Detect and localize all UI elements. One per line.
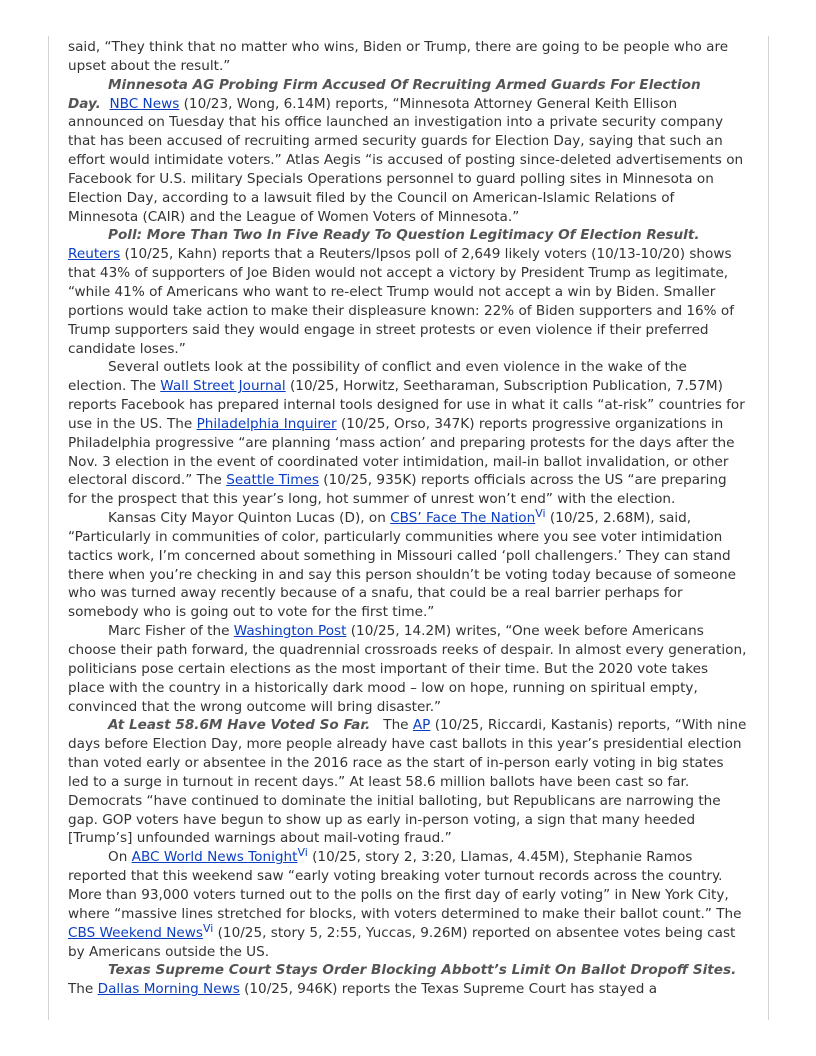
page-left-border (48, 36, 49, 1020)
source-link[interactable]: ABC World News Tonight (131, 849, 298, 866)
body-text: On (108, 849, 132, 866)
body-text: The (68, 962, 745, 998)
body-text: (10/25, Riccardi, Kastanis) reports, “With nine days before Election Day, more people already have cast ballots in this year’s presidential election than voted early or absentee in the 2016 race as the start of in-person early voting in big states led to a surge in turnout in recent days.” At least 58.6 million ballots have been cast so far. Democrats “have continued to dominate the initial balloting, but Republicans are narrowing the gap. GOP voters have begun to show up as early in-person voting, a sign that many heeded [Trump’s] unfounded warnings about mail-voting fraud.” (68, 717, 747, 847)
body-text: (10/25, 935K) reports officials across the US “are preparing for the prospect that this year’s long, hot summer of unrest won’t end” with the election. (68, 472, 727, 508)
source-link[interactable]: AP (412, 717, 431, 734)
body-text: (10/25, 946K) reports the Texas Supreme Court has stayed a (239, 981, 658, 998)
page-right-border (768, 36, 769, 1020)
body-text: Kansas City Mayor Quinton Lucas (D), on (108, 510, 391, 527)
source-link[interactable]: CBS’ Face The Nation (390, 510, 536, 527)
source-link[interactable]: Seattle Times (226, 472, 319, 489)
body-text: (10/25, 2.68M), said, “Particularly in communities of color, particularly communities where you see voter intimidation tactics work, I’m concerned about something in Missouri called ‘poll challengers.’ They can stand there when you’re checking in and say this person shouldn’t be voting today because of someone who was turned away recently because of a snafu, that could be a real barrier perhaps for somebody who is going out to vote for the first time.” (68, 510, 737, 621)
body-text: (10/25, Orso, 347K) reports progressive organizations in Philadelphia progressive “are planning ‘mass action’ and preparing protests for the days after the Nov. 3 election in the event of coordinated voter intimidation, mail-in ballot invalidation, or other electoral discord.” The (68, 415, 735, 489)
source-link[interactable]: Wall Street Journal (160, 378, 286, 395)
body-text: Marc Fisher of the (108, 623, 234, 640)
article-headline: At Least 58.6M Have Voted So Far. (108, 717, 371, 734)
article-headline: Minnesota AG Probing Firm Accused Of Recruiting Armed Guards For Election Day. (68, 76, 701, 112)
paragraph-continuation (68, 38, 748, 76)
article-marc-fisher (68, 622, 748, 716)
source-link[interactable]: Washington Post (233, 623, 347, 640)
body-text: (10/25, story 5, 2:55, Yuccas, 9.26M) reported on absentee votes being cast by Americans outside the US. (68, 924, 736, 960)
body-text: Several outlets look at the possibility of conflict and even violence in the wake of the election. The (68, 359, 687, 395)
article-texas-supreme-court (68, 961, 748, 999)
article-headline: Poll: More Than Two In Five Ready To Question Legitimacy Of Election Result. (108, 227, 700, 244)
article-minnesota-ag (68, 76, 748, 227)
article-poll-legitimacy (68, 226, 748, 358)
body-text: said, “They think that no matter who wins, Biden or Trump, there are going to be people who are upset about the result.” (68, 39, 729, 74)
video-icon[interactable]: Vi (202, 921, 214, 935)
article-conflict-outlets (68, 358, 748, 509)
source-link[interactable]: Philadelphia Inquirer (196, 415, 337, 432)
video-icon[interactable]: Vi (535, 507, 546, 521)
body-text: (10/25, 14.2M) writes, “One week before Americans choose their path forward, the quadrennial crossroads reeks of despair. In almost every generation, politicians pose certain elections as the most important of their time. But the 2020 vote takes place with the country in a historically dark mood – low on hope, running on spiritual empty, convinced that the wrong outcome will bring disaster.” (68, 623, 747, 715)
source-link[interactable]: NBC News (109, 95, 180, 112)
body-text: (10/23, Wong, 6.14M) reports, “Minnesota Attorney General Keith Ellison announced on Tuesday that his office launched an investigation into a private security company that has been accused of recruiting armed security guards for Election Day, saying that such an effort would intimidate voters.” Atlas Aegis “is accused of posting since-deleted advertisements on Facebook for U.S. military Specials Operations personnel to guard polling sites in Minnesota on Election Day, according to a lawsuit filed by the Council on American-Islamic Relations of Minnesota (CAIR) and the League of Women Voters of Minnesota.” (68, 95, 744, 225)
article-kansas-city-mayor (68, 509, 748, 622)
video-icon[interactable]: Vi (297, 846, 308, 860)
article-headline: Texas Supreme Court Stays Order Blocking Abbott’s Limit On Ballot Dropoff Sites. (108, 962, 737, 979)
source-link[interactable]: Reuters (68, 246, 121, 263)
body-text: The (370, 717, 413, 734)
article-abc-early-voting (68, 848, 748, 961)
source-link[interactable]: Dallas Morning News (97, 981, 240, 998)
body-text: (10/25, Kahn) reports that a Reuters/Ipsos poll of 2,649 likely voters (10/13-10/20) shows that 43% of supporters of Joe Biden would not accept a victory by President Trump as legitimate, “while 41% of Americans who want to re-elect Trump would not accept a win by Biden. Smaller portions would take action to make their displeasure known: 22% of Biden supporters and 16% of Trump supporters said they would engage in street protests or even violence if their preferred candidate loses.” (68, 246, 735, 357)
body-text: (10/25, story 2, 3:20, Llamas, 4.45M), Stephanie Ramos reported that this weekend saw “early voting breaking voter turnout records across the country. More than 93,000 voters turned out to the polls on the first day of early voting” in New York City, where “massive lines stretched for blocks, with voters determined to make their ballot count.” The (68, 849, 742, 922)
news-document-body (68, 38, 748, 999)
body-text: (10/25, Horwitz, Seetharaman, Subscription Publication, 7.57M) reports Facebook has prepared internal tools designed for use in what it calls “at-risk” countries for use in the US. The (68, 378, 745, 432)
article-early-vote-count (68, 716, 748, 848)
source-link[interactable]: CBS Weekend News (68, 924, 203, 941)
